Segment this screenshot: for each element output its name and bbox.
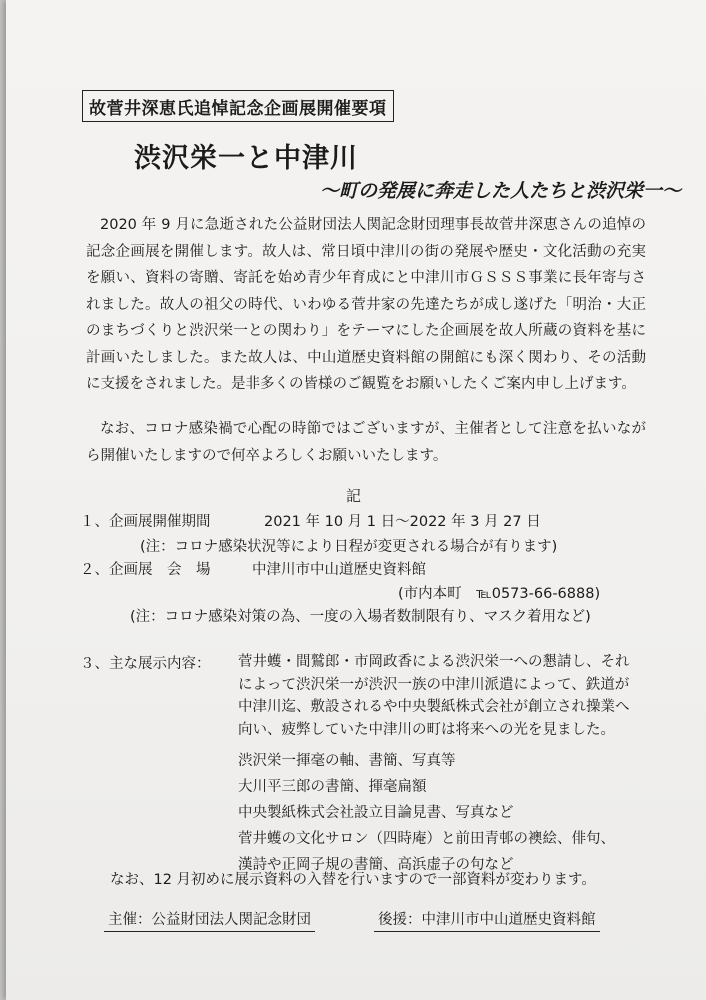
document-sheet: [6, 0, 706, 1000]
closing-note: なお、12 月初めに展示資料の入替を行いますので一部資料が変わります。: [110, 872, 596, 888]
venue-label: ２、企画展 会 場: [80, 562, 211, 578]
exhibit-item: 中央製紙株式会社設立目論見書、写真など: [238, 805, 514, 821]
exhibit-description: 菅井蠖・間鷲郎・市岡政香による渋沢栄一への懇請し、それによって渋沢栄一が渋沢一族の中津川派遣によって、鉄道が中津川迄、敷設されるや中央製紙株式会社が創立され操業へ向い、疲弊していた中津川の町は将来への光を見ました。: [238, 654, 630, 738]
notice-paragraph: なお、コロナ感染禍で心配の時節ではございますが、主催者として注意を払いながら開催いたしますので何卒よろしくお願いいたします。: [86, 421, 646, 464]
organizer: 主催：公益財団法人関記念財団: [104, 908, 315, 932]
venue-address: (市内本町 ℡0573-66-6888): [398, 586, 601, 602]
period-note: (注：コロナ感染状況等により日程が変更される場合が有ります): [140, 539, 558, 555]
subtitle: ～町の発展に奔走した人たちと渋沢栄一～: [320, 180, 682, 202]
exhibit-list: [238, 748, 615, 878]
main-title: 渋沢栄一と中津川: [134, 143, 358, 174]
ki-heading: 記: [346, 487, 362, 505]
exhibit-item: 菅井蠖の文化サロン（四時庵）と前田青邨の襖絵、俳句、: [238, 831, 615, 847]
intro-paragraph: 2020 年 9 月に急逝された公益財団法人関記念財団理事長故菅井深恵さんの追悼の記念企画展を開催します。故人は、常日頃中津川の街の発展や歴史・文化活動の充実を願い、資料の寄贈、寄託を始め青少年育成にと中津川市ＧＳＳＳ事業に長年寄与されました。故人の祖父の時代、いわゆる菅井家の先達たちが成し遂げた「明治・大正のまちづくりと渋沢栄一との関わり」をテーマにした企画展を故人所蔵の資料を基に計画いたしました。また故人は、中山道歴史資料館の開館にも深く関わり、その活動に支援をされました。是非多くの皆様のご観覧をお願いしたくご案内申し上げます。: [86, 217, 646, 392]
exhibit-item: 漢詩や正岡子規の書簡、高浜虚子の句など: [238, 857, 514, 873]
exhibit-item: 大川平三郎の書簡、揮毫扁額: [238, 779, 427, 795]
period-value: 2021 年 10 月 1 日～2022 年 3 月 27 日: [264, 514, 541, 530]
exhibit-label: ３、主な展示内容：: [80, 656, 211, 672]
exhibit-item: 渋沢栄一揮毫の軸、書簡、写真等: [238, 753, 456, 769]
memorial-exhibition-heading: 故菅井深恵氏追悼記念企画展開催要項: [82, 90, 394, 122]
venue-note: (注：コロナ感染対策の為、一度の入場者数制限有り、マスク着用など): [130, 609, 591, 625]
period-label: １、企画展開催期間: [80, 514, 211, 530]
venue-name: 中津川市中山道歴史資料館: [252, 562, 426, 578]
supporter: 後援：中津川市中山道歴史資料館: [374, 908, 600, 932]
